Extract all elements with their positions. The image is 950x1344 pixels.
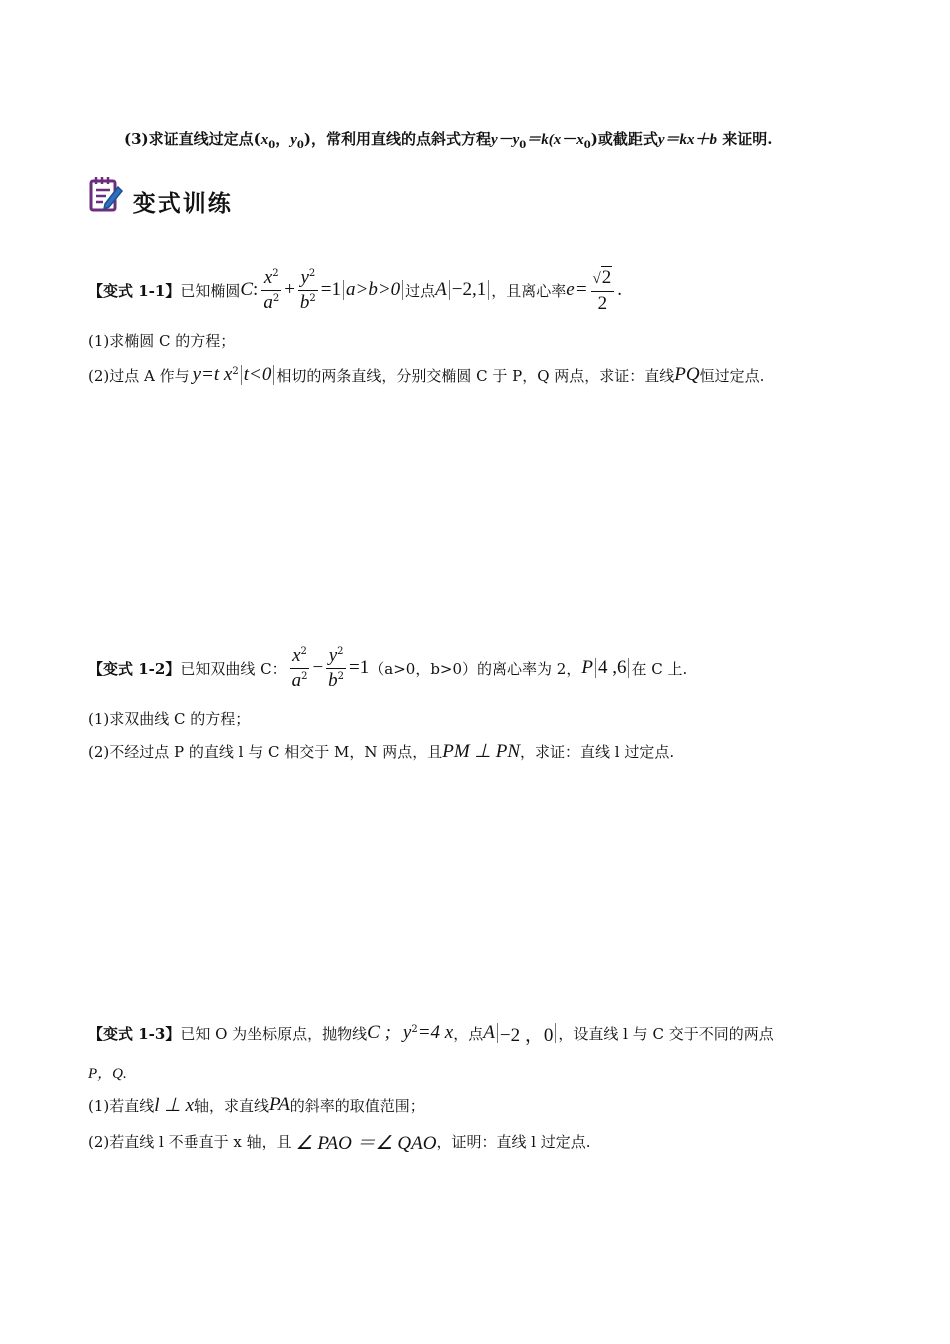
equals-one: =1 — [349, 657, 370, 678]
problem-3-text-3: ，设直线 l 与 C 交于不同的两点 — [558, 1024, 774, 1043]
point-A-coords: −2,1 — [451, 279, 487, 300]
curve-equation: y=t x — [192, 364, 233, 385]
fraction-y2-b2 — [326, 645, 346, 692]
problem-1-colon: : — [253, 279, 259, 300]
problem-1-q2-text-1: (2)过点 A 作与 — [88, 366, 190, 385]
paren-bar-left — [449, 280, 450, 300]
problem-1-question-2 — [88, 360, 764, 390]
sqrt-radicand: 2 — [601, 266, 612, 288]
problem-3-q1-text-2: 轴，求直线 — [194, 1096, 270, 1115]
problem-3-question-1 — [88, 1090, 425, 1120]
frac-den-b: b — [299, 291, 310, 313]
notepad-pencil-icon — [88, 176, 124, 218]
intro-line — [124, 128, 772, 151]
problem-2-condition: （a>0，b>0）的离心率为 2， — [369, 659, 582, 678]
paren-bar-right — [488, 280, 489, 300]
point-A: A — [435, 279, 447, 300]
intro-y0-sub: 0 — [296, 140, 304, 151]
problem-3-statement — [88, 1018, 774, 1048]
paren-bar-right — [273, 365, 274, 385]
intro-text-2: )，常利用直线的点斜式方程 — [303, 130, 491, 148]
problem-1-C: C — [240, 279, 254, 300]
condition-a-b: a>b>0 — [346, 279, 401, 300]
problem-3-question-2 — [88, 1126, 591, 1156]
problem-1-label: 【变式 1-1】 — [88, 281, 181, 300]
problem-3-q2-text-2: ，证明：直线 l 过定点. — [436, 1132, 591, 1151]
sup-2: 2 — [337, 645, 344, 657]
minus-sign: − — [312, 657, 324, 678]
problem-2-question-2 — [88, 736, 674, 766]
sup-2: 2 — [272, 267, 279, 279]
fraction-y2-b2 — [298, 267, 318, 314]
sup-2: 2 — [308, 267, 316, 279]
problem-2-question-1: (1)求双曲线 C 的方程； — [88, 710, 251, 728]
condition-t: t<0 — [243, 364, 272, 385]
point-P: P — [581, 657, 593, 678]
problem-2-statement — [88, 642, 687, 694]
paren-bar-right — [628, 658, 629, 678]
intro-x0: x — [260, 132, 269, 148]
problem-3-points: P，Q. — [88, 1066, 127, 1082]
intro-text-4: 来证明. — [717, 130, 773, 148]
point-A: A — [483, 1022, 495, 1043]
problem-3-q1-text-3: 的斜率的取值范围； — [289, 1096, 425, 1115]
intro-formula-3: y＝kx＋b — [657, 132, 718, 148]
problem-3-q2-text-1: (2)若直线 l 不垂直于 x 轴，且 — [88, 1132, 292, 1151]
frac-den-2: 2 — [597, 292, 608, 314]
point-A-coords: −2 ，0 — [499, 1024, 554, 1046]
eccentricity-e: e= — [566, 279, 588, 300]
problem-1-text-1: 已知椭圆 — [180, 281, 241, 300]
problem-2-text-1: 已知双曲线 C： — [180, 659, 287, 678]
problem-1-statement — [88, 264, 622, 316]
intro-formula-2-sub: 0 — [583, 140, 591, 151]
problem-2-text-2: 在 C 上. — [631, 659, 688, 678]
problem-2-label: 【变式 1-2】 — [88, 659, 181, 678]
intro-y0: y — [290, 132, 297, 148]
frac-den-a: a — [291, 669, 302, 691]
intro-formula-1: y－y — [490, 132, 520, 148]
fraction-root2-2 — [591, 267, 615, 314]
angle-condition: ∠ PAO ＝∠ QAO — [295, 1132, 437, 1154]
frac-num-y: y — [328, 644, 338, 666]
problem-3-label: 【变式 1-3】 — [88, 1024, 181, 1043]
problem-3-text-2: ，点 — [453, 1024, 484, 1043]
paren-bar-left — [241, 365, 242, 385]
perpendicular-condition: PM ⊥ PN — [442, 740, 521, 762]
intro-text-3: )或截距式 — [590, 130, 658, 148]
sup-2: 2 — [301, 670, 308, 682]
intro-text-1: (3)求证直线过定点( — [124, 130, 261, 148]
intro-formula-1-sub: 0 — [519, 140, 527, 151]
problem-1-q2-text-2: 相切的两条直线，分别交椭圆 C 于 P，Q 两点，求证：直线 — [276, 366, 675, 385]
fraction-x2-a2 — [290, 645, 310, 692]
section-title: 变式训练 — [132, 190, 233, 217]
sup-2: 2 — [300, 645, 307, 657]
line-PQ: PQ — [674, 364, 700, 385]
problem-2-q2-text-1: (2)不经过点 P 的直线 l 与 C 相交于 M，N 两点，且 — [88, 742, 443, 761]
paren-bar-left — [497, 1023, 498, 1043]
frac-den-a: a — [263, 291, 273, 313]
plus-sign: + — [284, 279, 295, 300]
problem-1-text-2: 过点 — [405, 281, 436, 300]
problem-2-q2-text-2: ，求证：直线 l 过定点. — [520, 742, 675, 761]
intro-formula-2: ＝k(x－x — [526, 132, 584, 148]
perpendicular-condition: l ⊥ x — [154, 1094, 195, 1116]
frac-num-y: y — [300, 266, 309, 288]
frac-den-b: b — [328, 669, 338, 691]
point-P-coords: 4 ,6 — [597, 657, 627, 678]
sup-2: 2 — [337, 670, 345, 682]
section-heading — [88, 176, 233, 218]
sup-2: 2 — [272, 292, 280, 304]
parabola-rhs: =4 x — [417, 1022, 454, 1043]
problem-1-question-1: (1)求椭圆 C 的方程； — [88, 332, 236, 350]
parabola-C: C ; — [367, 1022, 391, 1043]
sup-2: 2 — [309, 292, 316, 304]
problem-1-q2-text-3: 恒过定点. — [699, 366, 765, 385]
problem-3-q1-text-1: (1)若直线 — [88, 1096, 155, 1115]
sup-2: 2 — [232, 365, 239, 377]
intro-x0-sub: 0 — [268, 140, 276, 151]
paren-bar-left — [595, 658, 596, 678]
sqrt-symbol: √ — [592, 270, 601, 287]
paren-bar-right — [402, 280, 403, 300]
intro-comma: ， — [275, 130, 291, 148]
problem-1-text-3: ，且离心率 — [491, 281, 567, 300]
frac-num-x: x — [292, 644, 301, 666]
paren-bar-right — [555, 1023, 556, 1043]
problem-3-text-1: 已知 O 为坐标原点，抛物线 — [180, 1024, 368, 1043]
period: . — [617, 279, 623, 300]
sup-2: 2 — [411, 1023, 418, 1035]
equals-one: =1 — [320, 279, 341, 300]
paren-bar-left — [343, 280, 344, 300]
parabola-y: y — [402, 1022, 412, 1043]
frac-num-x: x — [263, 266, 273, 288]
fraction-x2-a2 — [261, 267, 281, 314]
line-PA: PA — [269, 1094, 290, 1115]
